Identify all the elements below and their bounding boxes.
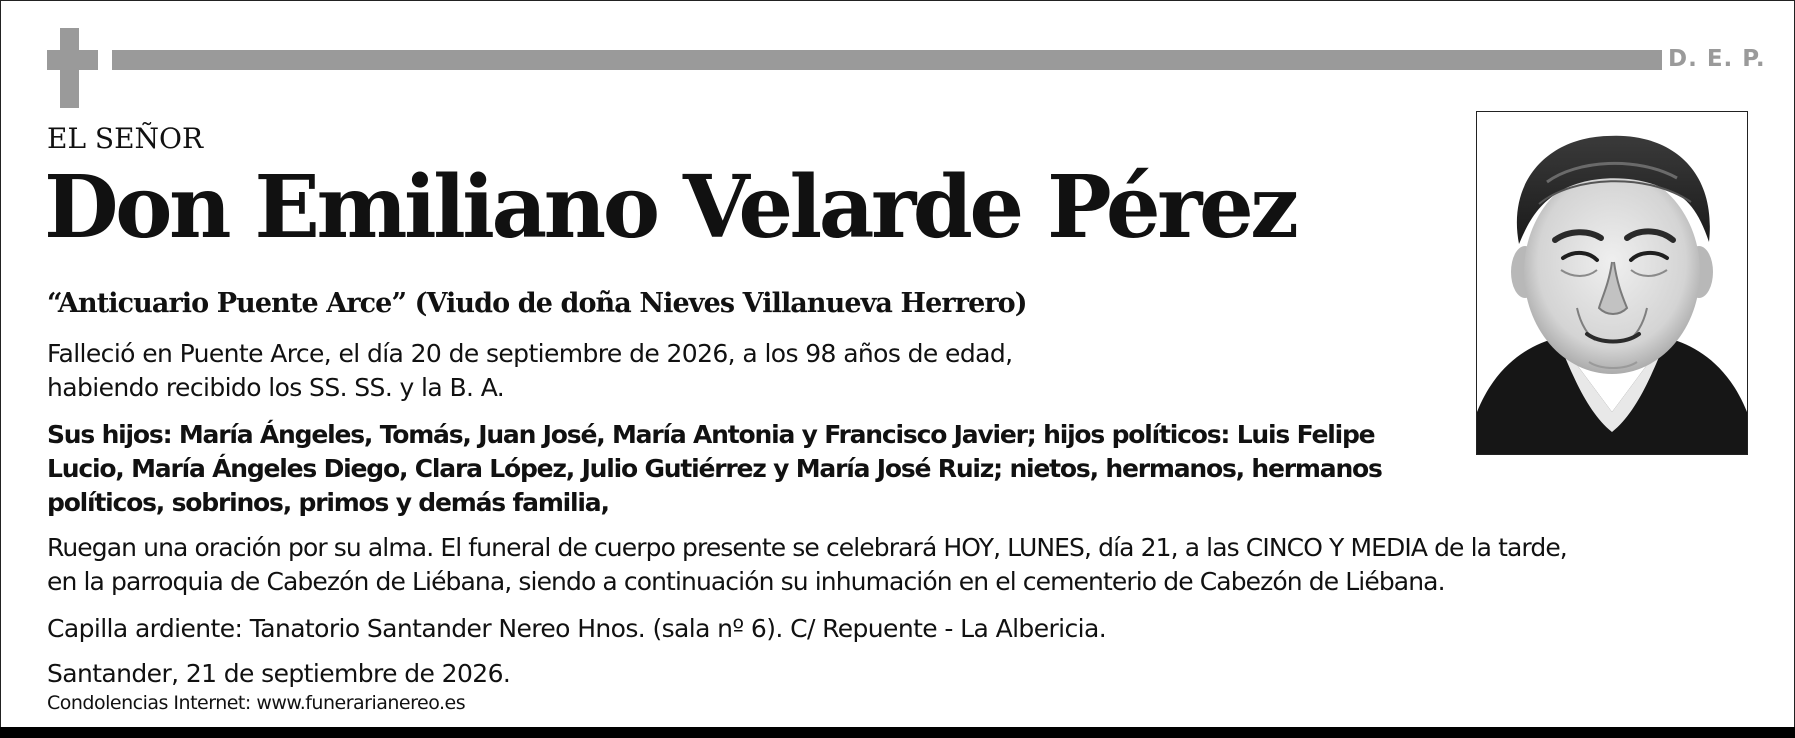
deceased-subtitle: “Anticuario Puente Arce” (Viudo de doña Nieves Villanueva Herrero) <box>47 288 1027 319</box>
family-line: políticos, sobrinos, primos y demás familia, <box>47 488 609 517</box>
funeral-line: Ruegan una oración por su alma. El funeral de cuerpo presente se celebrará HOY, LUNES, día 21, a las CINCO Y MEDIA de la tarde, <box>47 533 1567 562</box>
portrait-illustration <box>1477 112 1747 454</box>
death-line: Falleció en Puente Arce, el día 20 de septiembre de 2026, a los 98 años de edad, <box>47 339 1013 368</box>
deceased-name: Don Emiliano Velarde Pérez <box>44 157 1296 258</box>
death-line: habiendo recibido los SS. SS. y la B. A. <box>47 373 505 402</box>
chapel-info: Capilla ardiente: Tanatorio Santander Nereo Hnos. (sala nº 6). C/ Repuente - La Albericia. <box>47 614 1107 643</box>
funeral-line: en la parroquia de Cabezón de Liébana, siendo a continuación su inhumación en el cementerio de Cabezón de Liébana. <box>47 567 1445 596</box>
family-line: Sus hijos: María Ángeles, Tomás, Juan José, María Antonia y Francisco Javier; hijos políticos: Luis Felipe <box>47 420 1375 449</box>
honorific: EL SEÑOR <box>47 122 204 155</box>
bottom-border <box>0 727 1795 738</box>
family-line: Lucio, María Ángeles Diego, Clara López, Julio Gutiérrez y María José Ruiz; nietos, hermanos, hermanos <box>47 454 1382 483</box>
dep-label: D. E. P. <box>1668 46 1766 72</box>
portrait-photo <box>1476 111 1748 455</box>
place-date: Santander, 21 de septiembre de 2026. <box>47 659 511 688</box>
cross-horizontal-bar <box>47 50 98 70</box>
header-rule <box>112 50 1662 70</box>
condolences-link[interactable]: Condolencias Internet: www.funerarianereo.es <box>47 692 466 714</box>
